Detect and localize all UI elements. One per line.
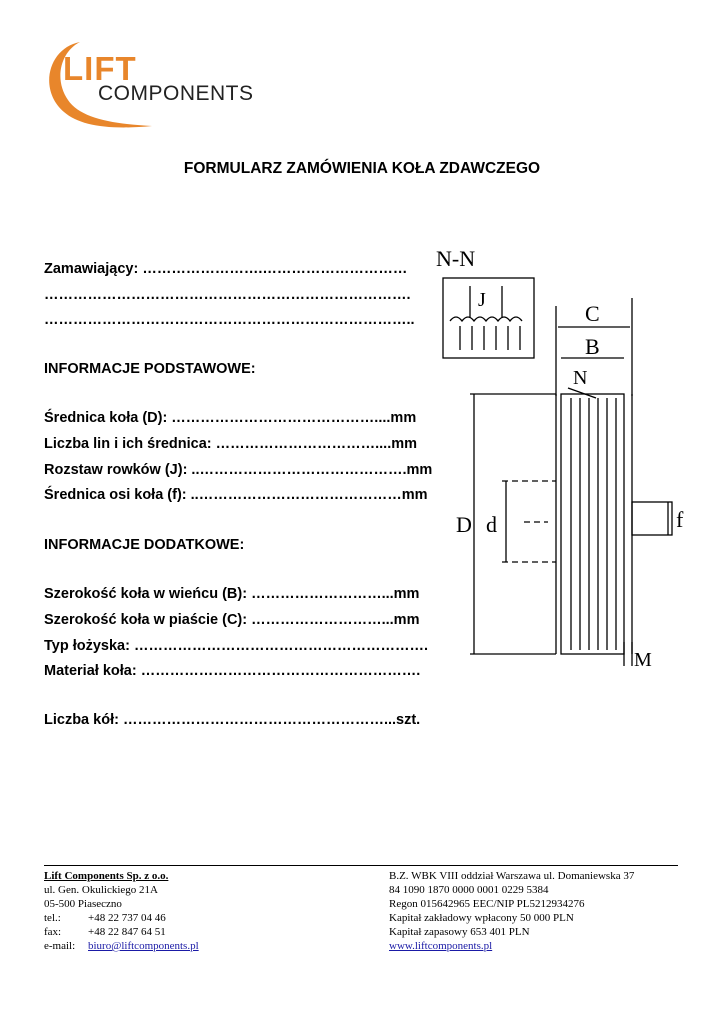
sheave-technical-drawing bbox=[428, 246, 690, 682]
field-rope-count: Liczba lin i ich średnica: ……………………………....mm bbox=[44, 436, 418, 452]
field-wheel-diameter: Średnica koła (D): ……………………………………....mm bbox=[44, 410, 417, 426]
label-J: J bbox=[478, 289, 486, 311]
axle bbox=[632, 502, 672, 535]
field-bearing-type: Typ łożyska: ……………………………………………………. bbox=[44, 638, 429, 654]
footer-fax: +48 22 847 64 51 bbox=[88, 926, 166, 938]
label-f: f bbox=[676, 507, 684, 532]
field-hub-width: Szerokość koła w piaście (C): ………………………...mm bbox=[44, 612, 420, 628]
footer-regon: Regon 015642965 EEC/NIP PL5212934276 bbox=[389, 898, 585, 910]
footer-tel-label: tel.: bbox=[44, 912, 61, 924]
footer-address-2: 05-500 Piaseczno bbox=[44, 898, 122, 910]
orderer-line-2: …………………………………………………………………. bbox=[44, 287, 411, 303]
footer-company-name: Lift Components Sp. z o.o. bbox=[44, 870, 169, 882]
logo-text-lift: LIFT bbox=[63, 50, 137, 87]
basic-info-heading: INFORMACJE PODSTAWOWE: bbox=[44, 361, 256, 377]
footer-address-1: ul. Gen. Okulickiego 21A bbox=[44, 884, 158, 896]
orderer-line-1: Zamawiający: …………………….………………………… bbox=[44, 261, 408, 277]
logo-text-components: COMPONENTS bbox=[98, 82, 254, 105]
field-material: Materiał koła: …………………………………………………. bbox=[44, 663, 421, 679]
label-N: N bbox=[573, 367, 588, 389]
footer-divider bbox=[44, 865, 678, 866]
footer-email-link[interactable]: biuro@liftcomponents.pl bbox=[88, 940, 199, 952]
footer-capital-2: Kapitał zapasowy 653 401 PLN bbox=[389, 926, 530, 938]
section-label: N-N bbox=[436, 246, 476, 271]
label-M: M bbox=[634, 649, 652, 671]
footer-email-label: e-mail: bbox=[44, 940, 76, 952]
field-groove-spacing: Rozstaw rowków (J): ..…………………………………….mm bbox=[44, 462, 433, 478]
footer-tel: +48 22 737 04 46 bbox=[88, 912, 166, 924]
footer-fax-label: fax: bbox=[44, 926, 62, 938]
field-quantity: Liczba kół: ………………………………………………...szt. bbox=[44, 712, 421, 728]
field-axle-diameter: Średnica osi koła (f): ..……………………………………mm bbox=[44, 487, 428, 503]
orderer-line-3: ………………………………………………………………….. bbox=[44, 312, 415, 328]
footer-bank-1: B.Z. WBK VIII oddział Warszawa ul. Domaniewska 37 bbox=[389, 870, 635, 882]
label-C: C bbox=[585, 301, 600, 326]
footer-website-link[interactable]: www.liftcomponents.pl bbox=[389, 940, 493, 952]
label-d: d bbox=[486, 512, 497, 537]
footer-bank-2: 84 1090 1870 0000 0001 0229 5384 bbox=[389, 884, 549, 896]
label-B: B bbox=[585, 334, 600, 359]
page-title: FORMULARZ ZAMÓWIENIA KOŁA ZDAWCZEGO bbox=[183, 160, 541, 177]
footer-capital-1: Kapitał zakładowy wpłacony 50 000 PLN bbox=[389, 912, 574, 924]
extra-info-heading: INFORMACJE DODATKOWE: bbox=[44, 537, 245, 553]
field-rim-width: Szerokość koła w wieńcu (B): ………………………...mm bbox=[44, 586, 420, 602]
label-D: D bbox=[456, 512, 472, 537]
